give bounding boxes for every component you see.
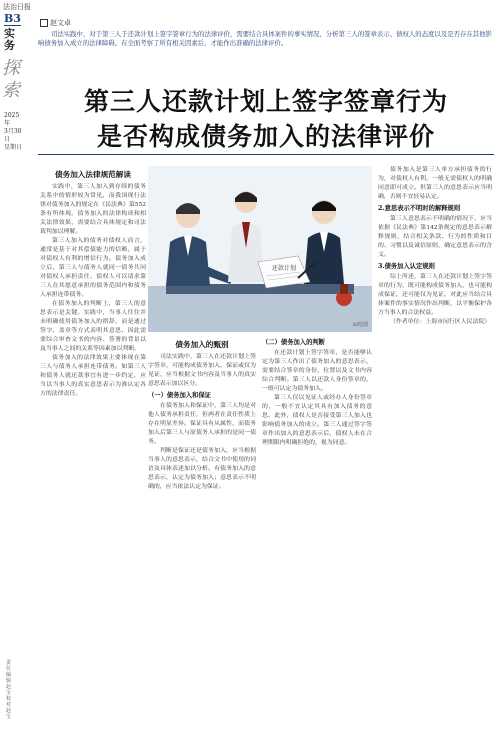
author-name: 赵文卓 bbox=[50, 19, 71, 27]
subheading: 3.债务加入认定规则 bbox=[378, 263, 435, 270]
paragraph: 债务加入是第三人单方承担债务的行为，对债权人有利，一般无需债权人的明确同意即可成立。但第三人的意思表示应当明确，否则不宜轻易认定。 bbox=[378, 167, 492, 200]
paragraph: 综上所述，第三人在还款计划上签字签章的行为，既可能构成债务加入，也可能构成保证，还可能仅为见证。对此应当结合具体案件的事实情况作出判断，以平衡保护各方当事人的合法权益。 bbox=[378, 274, 492, 316]
column-1 bbox=[40, 166, 146, 746]
paragraph: 司法实践中，第三人在还款计划上签字签章，可能构成债务加入、保证或仅为见证，应当根据文书内容及当事人的真实意思表示加以区分。 bbox=[148, 354, 256, 387]
column-3 bbox=[262, 336, 372, 746]
document-sign-text: 还款计划 bbox=[272, 265, 297, 272]
section-number: B3 bbox=[4, 12, 21, 25]
column-2 bbox=[148, 336, 256, 746]
headline-line-2: 是否构成债务加入的法律评价 bbox=[96, 122, 435, 151]
section-rail bbox=[2, 12, 24, 747]
byline bbox=[40, 18, 71, 28]
paragraph: 第三人加入的债务对债权人而言，通常是基于对其偿债能力的信赖，属于对债权人有利的增信行为。债务加入成立后，第三人与债务人就同一债务共同对债权人承担责任，债权人可以请求第三人在其愿意承担的债务范围内和债务人承担连带债务。 bbox=[40, 238, 146, 298]
editor-credit: 责任编辑 赵宝 校对 赵宝 bbox=[6, 660, 12, 720]
author-affiliation: （作者单位：上海市闵行区人民法院） bbox=[390, 319, 491, 325]
illustration-caption: AI绘图 bbox=[352, 322, 368, 328]
paragraph: 实践中，第三人加入到存续的债务关系中的情形较为常见，而我国现行法律对债务加入的规定在《民法典》第552条有所体现。债务加入的法律构成和相关法律效果，需要结合具体规定和司法裁判加以理解。 bbox=[40, 184, 146, 235]
paragraph: 在债务加入的判断上，第三人的意思表示是关键。实践中，当事人往往并未明确使用债务加入的措辞，而是通过签字、盖章等方式表明其意思，因此需要综合审查文书的内容、签署的背景以及当事人之间的关系等因素加以判断。 bbox=[40, 301, 146, 352]
headline-line-1: 第三人还款计划上签字签章行为 bbox=[83, 87, 448, 116]
issue-date: 2025年 3月30日 星期日 bbox=[4, 112, 23, 151]
paragraph: 在还款计划上签字签章，是否能够认定为第三人作出了债务加入的意思表示，需要结合签章的身份、位置以及文书内容综合判断。第三人以还款人身份签章的，一般可认定为债务加入。 bbox=[262, 350, 372, 392]
subheading: （一）债务加入和保证 bbox=[148, 392, 211, 399]
lead-paragraph: 司法实践中，对于第三人于还款计划上签字签章行为的法律评价，需要结合具体案件的事实情况，分析第三人的签章表示、债权人的态度以及是否存在其他影响债务加入成立的法律障碍。在全面考察了所有相关因素后，才能作出准确的法律评价。 bbox=[38, 30, 492, 48]
column-2-heading: 债务加入的甄别 bbox=[175, 340, 229, 349]
subheading: （二）债务加入的判断 bbox=[262, 339, 325, 346]
column-1-heading: 债务加入法律规范解读 bbox=[55, 170, 131, 179]
headline bbox=[38, 84, 494, 154]
contract-signing-illustration bbox=[148, 166, 372, 332]
illustration bbox=[148, 166, 372, 332]
paragraph: 在债务加入和保证中，第三人均是对他人债务承担责任，但两者在责任性质上存在明显差异。保证具有从属性，而债务加入后第三人与原债务人承担的是同一债务。 bbox=[148, 403, 256, 445]
section-name: 实务 bbox=[4, 27, 15, 52]
byline-box-icon bbox=[40, 19, 48, 27]
column-4 bbox=[378, 166, 492, 746]
paragraph: 债务加入的法律效果主要体现在第三人与债务人承担连带债务。如第三人和债务人就还款事宜有进一步约定，应当以当事人的真实意思表示为准认定各方的法律责任。 bbox=[40, 355, 146, 397]
headline-divider bbox=[38, 154, 494, 155]
paragraph: 第三人意思表示不明确的情况下，应当依据《民法典》第142条规定的意思表示解释规则，结合相关条款、行为的性质和目的、习惯以及诚信原则，确定意思表示的含义。 bbox=[378, 216, 492, 258]
paragraph: 判断是保证还是债务加入，应当根据当事人的意思表示，结合文书中使用的词语及具体表述加以分析。有债务加入的意思表示，认定为债务加入；意思表示不明确的，应当依法认定为保证。 bbox=[148, 448, 256, 490]
masthead: 法治日报 bbox=[3, 3, 31, 11]
subheading: 2.意思表示不明时的解释规则 bbox=[378, 205, 461, 212]
paragraph: 第三人仅以见证人或经办人身份签章的，一般不宜认定其具有加入债务的意思。此外，债权人是否接受第三人加入也影响债务加入的成立。第三人通过签字签章作出加入的意思表示后，债权人未在合理期限内明确拒绝的，视为同意。 bbox=[262, 395, 372, 446]
section-big-title: 探索 bbox=[2, 58, 20, 101]
